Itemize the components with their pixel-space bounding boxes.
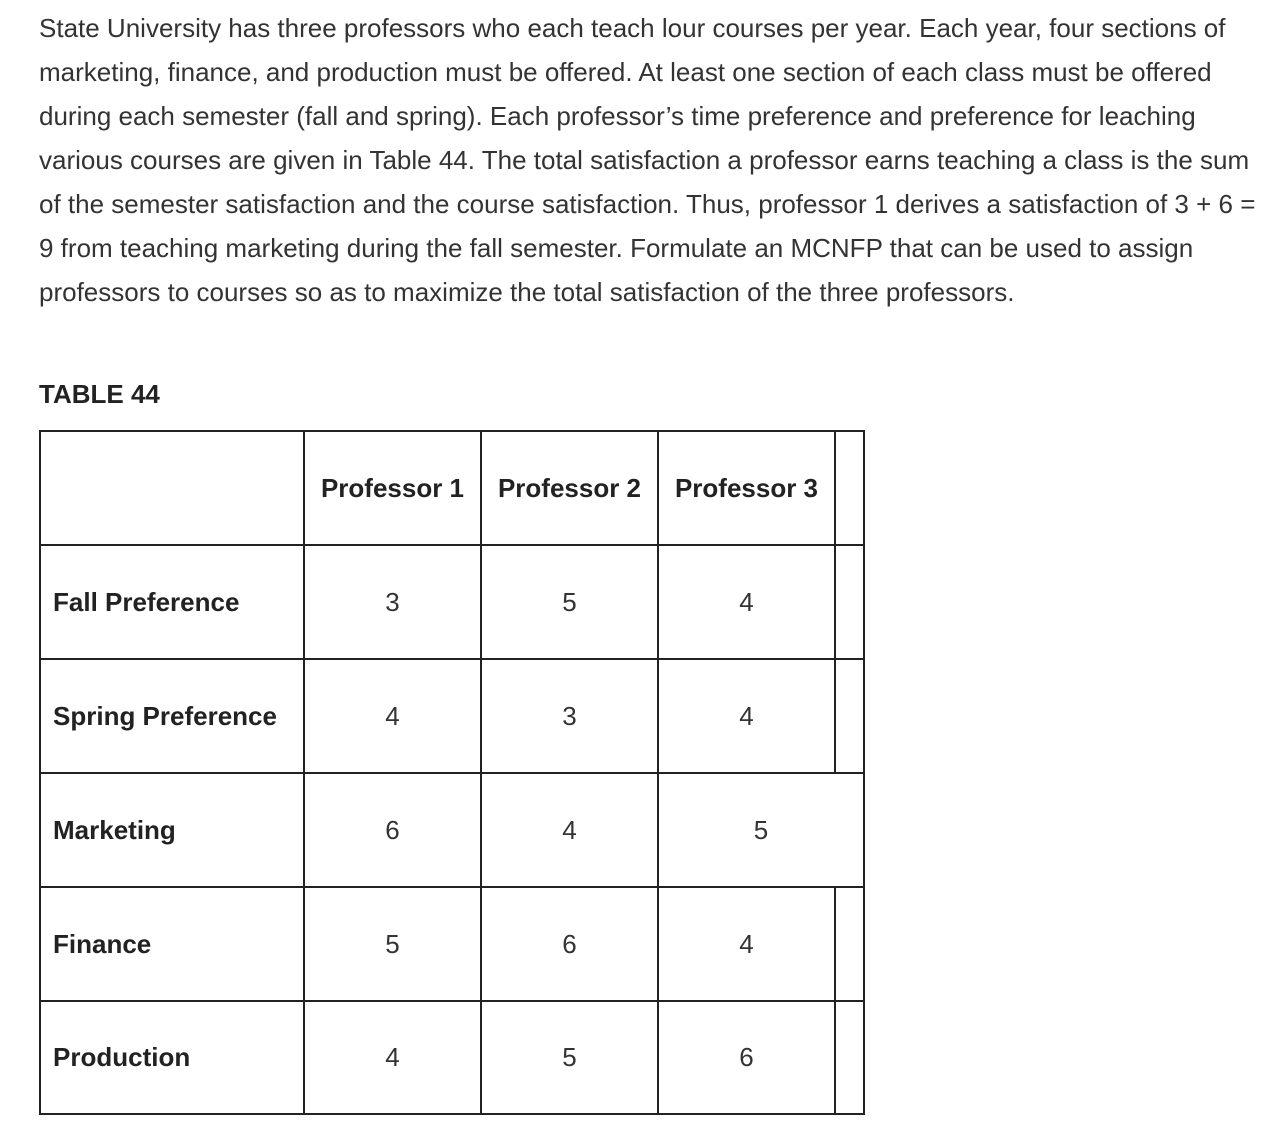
table-cell: 4 — [385, 700, 400, 731]
row-label-spring-preference: Spring Preference — [53, 700, 277, 731]
table-cell: 4 — [739, 928, 754, 959]
table-cell: 5 — [562, 1042, 577, 1072]
header-professor-3: Professor 3 — [674, 472, 819, 503]
table-cell: 3 — [562, 700, 577, 731]
preference-table — [39, 430, 865, 1115]
table-divider-partial — [834, 886, 836, 1115]
table-caption: TABLE 44 — [39, 379, 160, 409]
table-cell: 4 — [739, 700, 754, 731]
table-cell: 6 — [562, 928, 577, 959]
header-professor-2: Professor 2 — [497, 472, 642, 503]
table-border-bottom — [39, 1113, 865, 1115]
table-cell: 4 — [562, 814, 577, 845]
table-cell: 3 — [385, 586, 400, 617]
row-label-production: Production — [53, 1042, 191, 1072]
table-cell: 5 — [385, 928, 400, 959]
table-cell: 4 — [385, 1042, 400, 1072]
table-divider-partial — [834, 430, 836, 773]
table-cell: 5 — [753, 814, 769, 845]
row-label-finance: Finance — [53, 928, 152, 959]
table-border-right — [863, 430, 865, 1115]
table-cell: 6 — [739, 1042, 754, 1072]
row-label-marketing: Marketing — [53, 814, 176, 845]
table-cell: 4 — [739, 586, 754, 617]
table-cell: 5 — [562, 586, 577, 617]
table-cell: 6 — [385, 814, 400, 845]
row-label-fall-preference: Fall Preference — [53, 586, 240, 617]
problem-statement: State University has three professors who each teach lour courses per year. Each year, four sections of marketing, finance, and production must be offered. At least one section of each class must be offered during each semester (fall and spring). Each professor’s time preference and preference for leaching various courses are given in Table 44. The total satisfaction a professor earns teaching a class is the sum of the semester satisfaction and the course satisfaction. Thus, professor 1 derives a satisfaction of 3 + 6 = 9 from teaching marketing during the fall semester. Formulate an MCNFP that can be used to assign professors to courses so as to maximize the total satisfaction of the three professors. — [39, 13, 1256, 307]
header-professor-1: Professor 1 — [320, 472, 465, 503]
